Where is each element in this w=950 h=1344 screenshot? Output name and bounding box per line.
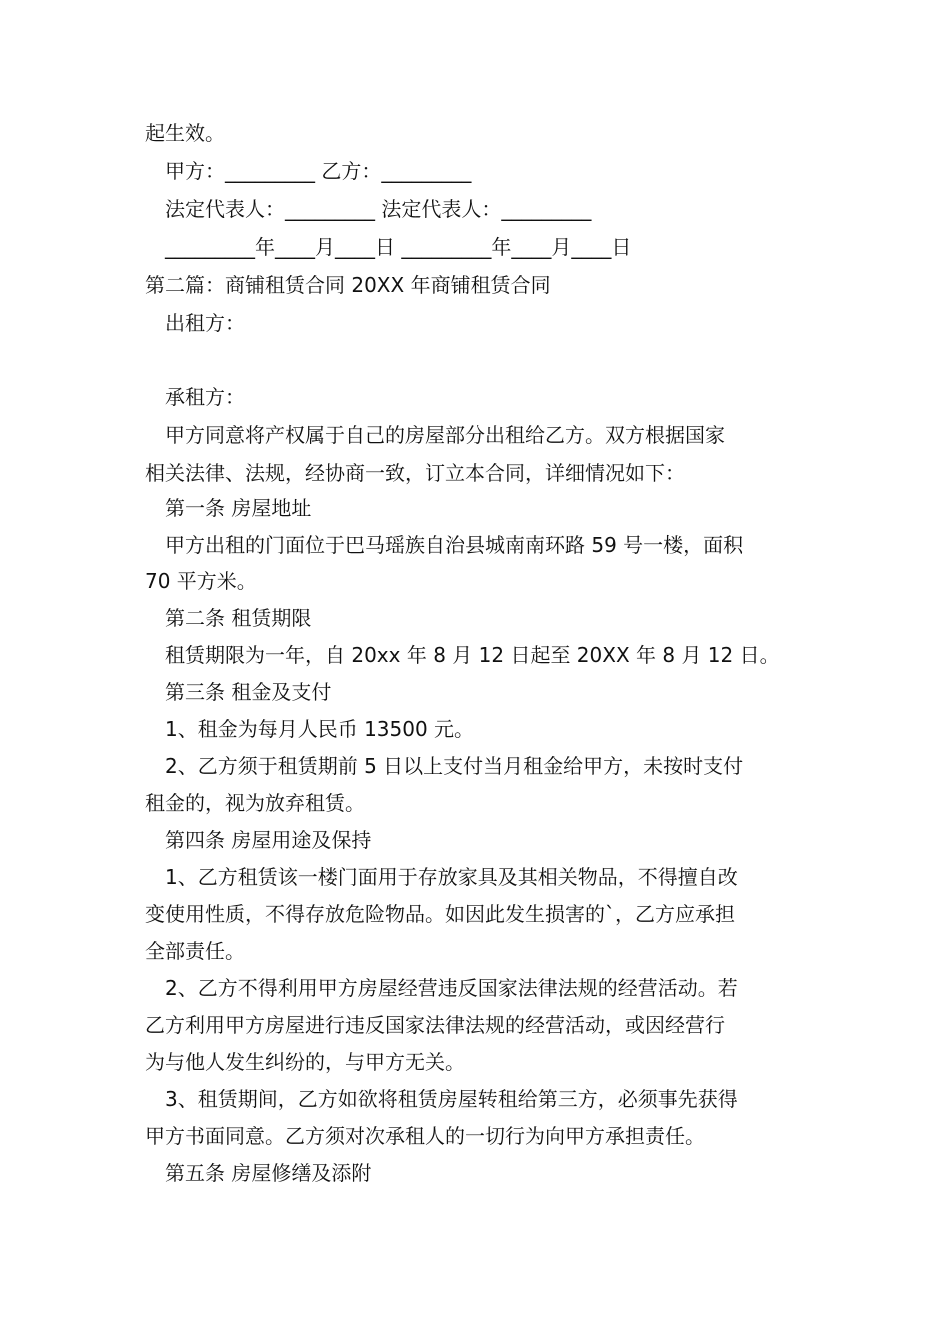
paragraph-line: 租金的，视为放弃租赁。 [145,791,365,815]
paragraph-line: 甲方书面同意。乙方须对次承租人的一切行为向甲方承担责任。 [145,1124,705,1148]
paragraph-line: 2、乙方须于租赁期前 5 日以上支付当月租金给甲方，未按时支付 [165,754,744,778]
lessee-label: 承租方： [165,385,245,409]
paragraph-line: 1、乙方租赁该一楼门面用于存放家具及其相关物品，不得擅自改 [165,865,738,889]
lessor-label: 出租方： [165,311,245,335]
signature-party-line: 甲方：_________ 乙方：_________ [165,159,472,183]
section-heading: 第二篇：商铺租赁合同 20XX 年商铺租赁合同 [145,273,551,297]
paragraph-line: 变使用性质，不得存放危险物品。如因此发生损害的`，乙方应承担 [145,902,735,926]
paragraph-line: 全部责任。 [145,939,245,963]
paragraph-line: 甲方同意将产权属于自己的房屋部分出租给乙方。双方根据国家 [165,423,725,447]
paragraph-line: 70 平方米。 [145,569,257,593]
paragraph-line: 2、乙方不得利用甲方房屋经营违反国家法律法规的经营活动。若 [165,976,738,1000]
paragraph-line: 租赁期限为一年，自 20xx 年 8 月 12 日起至 20XX 年 8 月 12 日。 [165,643,780,667]
signature-date-line: _________年____月____日 _________年____月____日 [165,235,632,259]
paragraph-line: 乙方利用甲方房屋进行违反国家法律法规的经营活动，或因经营行 [145,1013,725,1037]
paragraph-line: 为与他人发生纠纷的，与甲方无关。 [145,1050,465,1074]
text-line: 起生效。 [145,121,225,145]
paragraph-line: 1、租金为每月人民币 13500 元。 [165,717,475,741]
paragraph-line: 3、租赁期间，乙方如欲将租赁房屋转租给第三方，必须事先获得 [165,1087,738,1111]
signature-representative-line: 法定代表人：_________ 法定代表人：_________ [165,197,592,221]
paragraph-line: 甲方出租的门面位于巴马瑶族自治县城南南环路 59 号一楼，面积 [165,533,744,557]
article-heading: 第五条 房屋修缮及添附 [165,1161,372,1185]
article-heading: 第三条 租金及支付 [165,680,332,704]
article-heading: 第四条 房屋用途及保持 [165,828,372,852]
article-heading: 第二条 租赁期限 [165,606,312,630]
paragraph-line: 相关法律、法规，经协商一致，订立本合同，详细情况如下： [145,461,685,485]
article-heading: 第一条 房屋地址 [165,496,312,520]
